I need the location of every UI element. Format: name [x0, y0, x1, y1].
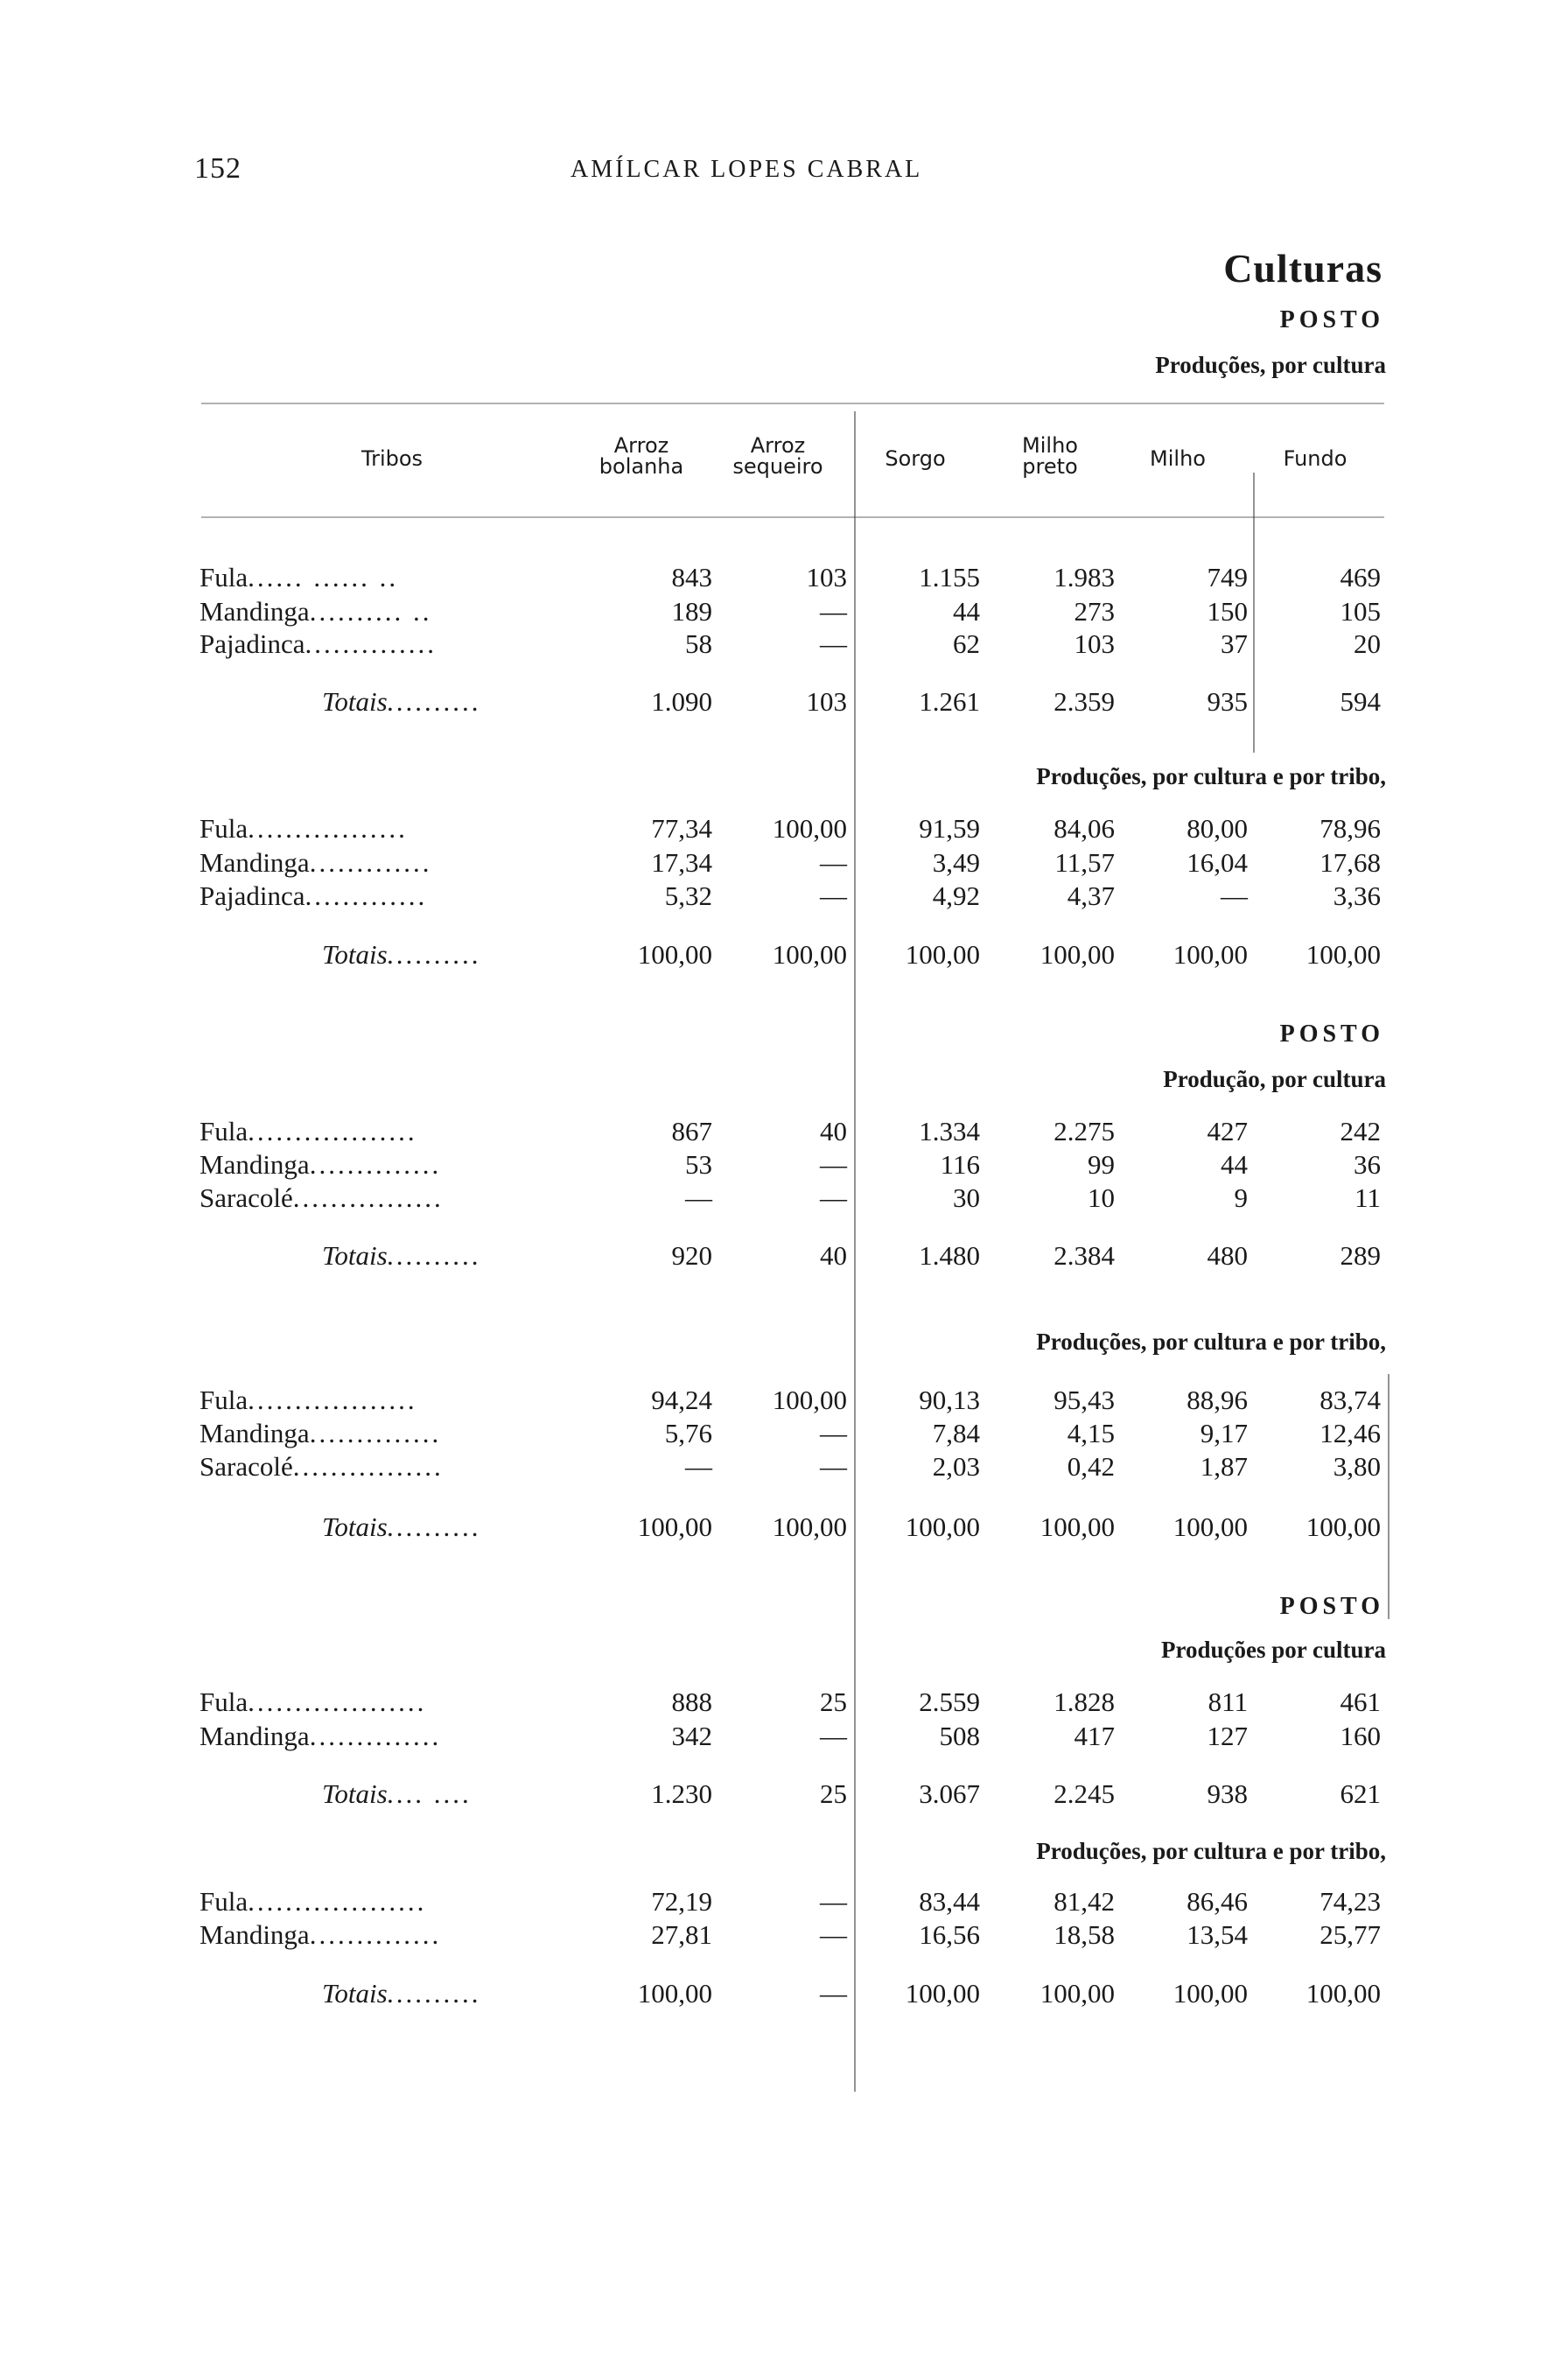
row-label: Fula..................	[200, 1385, 417, 1415]
section-subtitle-5: Produções por cultura	[1160, 1637, 1386, 1663]
col-header-arroz-sequeiro: Arroz sequeiro	[732, 433, 823, 479]
cell-milho-preto: 81,42	[1054, 1886, 1115, 1917]
table-title: Culturas	[1223, 246, 1382, 291]
cell-arroz-sequeiro: 100,00	[772, 939, 847, 970]
table-row-total	[0, 686, 1568, 719]
cell-milho: 100,00	[1172, 1978, 1248, 2009]
cell-arroz-bolanha: 94,24	[651, 1385, 712, 1415]
cell-sorgo: 508	[939, 1721, 980, 1751]
cell-milho: 9	[1234, 1182, 1248, 1213]
col-header-sorgo: Sorgo	[885, 446, 946, 471]
table-row	[0, 562, 1568, 595]
cell-fundo: 100,00	[1306, 939, 1381, 970]
cell-arroz-sequeiro: 40	[820, 1116, 847, 1146]
cell-milho: 9,17	[1200, 1418, 1248, 1448]
cell-fundo: 20	[1354, 628, 1381, 659]
cell-milho: 938	[1207, 1778, 1248, 1809]
row-label: Fula...................	[200, 1886, 427, 1917]
table-row	[0, 1116, 1568, 1149]
cell-sorgo: 90,13	[919, 1385, 980, 1415]
row-label: Totais..........	[322, 1240, 482, 1271]
row-label: Totais.... ....	[322, 1778, 472, 1809]
cell-arroz-bolanha: 189	[671, 596, 712, 627]
table-row	[0, 1886, 1568, 1919]
cell-milho-preto: 95,43	[1054, 1385, 1115, 1415]
row-label: Mandinga..............	[200, 1418, 442, 1448]
row-label: Fula..................	[200, 1116, 417, 1146]
cell-sorgo: 116	[940, 1149, 980, 1180]
cell-arroz-bolanha: 867	[671, 1116, 712, 1146]
cell-arroz-sequeiro: —	[820, 1721, 847, 1751]
cell-fundo: 74,23	[1320, 1886, 1381, 1917]
cell-milho-preto: 2.275	[1054, 1116, 1115, 1146]
cell-milho: 1,87	[1200, 1451, 1248, 1482]
cell-sorgo: 91,59	[919, 813, 980, 844]
cell-arroz-bolanha: 1.230	[651, 1778, 712, 1809]
table-row	[0, 813, 1568, 846]
cell-fundo: 12,46	[1320, 1418, 1381, 1448]
cell-milho-preto: 99	[1088, 1149, 1115, 1180]
cell-sorgo: 44	[953, 596, 980, 627]
cell-milho: 480	[1207, 1240, 1248, 1271]
cell-fundo: 242	[1340, 1116, 1381, 1146]
cell-fundo: 3,36	[1333, 880, 1381, 911]
cell-milho-preto: 10	[1088, 1182, 1115, 1213]
cell-fundo: 105	[1340, 596, 1381, 627]
cell-arroz-bolanha: 1.090	[651, 686, 712, 717]
cell-milho: 44	[1221, 1149, 1248, 1180]
cell-arroz-bolanha: 342	[671, 1721, 712, 1751]
cell-fundo: 100,00	[1306, 1511, 1381, 1542]
cell-arroz-bolanha: —	[685, 1451, 712, 1482]
row-label: Mandinga.......... ..	[200, 596, 432, 627]
cell-milho-preto: 4,15	[1067, 1418, 1115, 1448]
table-row	[0, 1418, 1568, 1451]
cell-milho: 88,96	[1186, 1385, 1248, 1415]
cell-milho: 37	[1221, 628, 1248, 659]
cell-sorgo: 7,84	[932, 1418, 980, 1448]
row-label: Saracolé................	[200, 1182, 444, 1213]
cell-milho-preto: 0,42	[1067, 1451, 1115, 1482]
col-header-milho-preto: Milho preto	[1022, 433, 1078, 479]
cell-sorgo: 16,56	[919, 1919, 980, 1950]
cell-milho-preto: 4,37	[1067, 880, 1115, 911]
table-row	[0, 1385, 1568, 1418]
cell-arroz-sequeiro: —	[820, 596, 847, 627]
cell-milho: 427	[1207, 1116, 1248, 1146]
cell-milho: 16,04	[1186, 847, 1248, 878]
cell-milho-preto: 2.359	[1054, 686, 1115, 717]
cell-milho: 150	[1207, 596, 1248, 627]
cell-milho-preto: 2.384	[1054, 1240, 1115, 1271]
cell-fundo: 100,00	[1306, 1978, 1381, 2009]
cell-arroz-bolanha: 5,76	[664, 1418, 712, 1448]
cell-fundo: 36	[1354, 1149, 1381, 1180]
cell-fundo: 621	[1340, 1778, 1381, 1809]
cell-arroz-sequeiro: 100,00	[772, 813, 847, 844]
cell-milho: 749	[1207, 562, 1248, 593]
table-row-total	[0, 1511, 1568, 1545]
cell-arroz-bolanha: 58	[685, 628, 712, 659]
cell-fundo: 594	[1340, 686, 1381, 717]
row-label: Totais..........	[322, 939, 482, 970]
table-row-total	[0, 939, 1568, 972]
table-row	[0, 1919, 1568, 1953]
cell-arroz-bolanha: 17,34	[651, 847, 712, 878]
cell-milho-preto: 100,00	[1040, 1978, 1115, 2009]
cell-sorgo: 83,44	[919, 1886, 980, 1917]
row-label: Pajadinca.............	[200, 880, 428, 911]
cell-arroz-sequeiro: 25	[820, 1686, 847, 1717]
cell-sorgo: 100,00	[905, 1511, 980, 1542]
row-label: Fula...... ...... ..	[200, 562, 399, 593]
cell-arroz-bolanha: 100,00	[637, 1978, 712, 2009]
cell-fundo: 17,68	[1320, 847, 1381, 878]
cell-arroz-sequeiro: 100,00	[772, 1385, 847, 1415]
cell-sorgo: 3.067	[919, 1778, 980, 1809]
row-label: Fula...................	[200, 1686, 427, 1717]
row-label: Saracolé................	[200, 1451, 444, 1482]
section-subtitle-2: Produções, por cultura e por tribo,	[1036, 763, 1386, 789]
cell-sorgo: 62	[953, 628, 980, 659]
cell-arroz-sequeiro: —	[820, 1418, 847, 1448]
col-header-milho: Milho	[1150, 446, 1206, 471]
cell-milho-preto: 273	[1074, 596, 1115, 627]
cell-sorgo: 100,00	[905, 939, 980, 970]
table-row	[0, 1149, 1568, 1182]
cell-arroz-sequeiro: 103	[806, 686, 847, 717]
cell-arroz-bolanha: 53	[685, 1149, 712, 1180]
cell-milho: 935	[1207, 686, 1248, 717]
cell-milho: 127	[1207, 1721, 1248, 1751]
cell-arroz-bolanha: 27,81	[651, 1919, 712, 1950]
cell-arroz-sequeiro: —	[820, 1978, 847, 2009]
cell-milho-preto: 100,00	[1040, 939, 1115, 970]
cell-sorgo: 1.334	[919, 1116, 980, 1146]
cell-milho: 13,54	[1186, 1919, 1248, 1950]
posto-label-1: POSTO	[1279, 306, 1384, 333]
section-subtitle-4: Produções, por cultura e por tribo,	[1036, 1329, 1386, 1355]
table-row	[0, 1721, 1568, 1754]
cell-milho: 811	[1208, 1686, 1248, 1717]
cell-sorgo: 1.155	[919, 562, 980, 593]
cell-arroz-sequeiro: 103	[806, 562, 847, 593]
cell-arroz-bolanha: 72,19	[651, 1886, 712, 1917]
cell-arroz-bolanha: 5,32	[664, 880, 712, 911]
cell-arroz-bolanha: 77,34	[651, 813, 712, 844]
cell-arroz-sequeiro: 100,00	[772, 1511, 847, 1542]
col-header-fundo: Fundo	[1283, 446, 1348, 471]
cell-arroz-sequeiro: 25	[820, 1778, 847, 1809]
page-number: 152	[194, 152, 242, 185]
cell-arroz-bolanha: 843	[671, 562, 712, 593]
running-head: AMÍLCAR LOPES CABRAL	[570, 156, 923, 183]
cell-milho: 100,00	[1172, 1511, 1248, 1542]
cell-fundo: 83,74	[1320, 1385, 1381, 1415]
cell-arroz-sequeiro: —	[820, 880, 847, 911]
table-row	[0, 628, 1568, 662]
cell-fundo: 469	[1340, 562, 1381, 593]
cell-arroz-bolanha: 100,00	[637, 1511, 712, 1542]
cell-arroz-sequeiro: —	[820, 1149, 847, 1180]
cell-arroz-sequeiro: —	[820, 1919, 847, 1950]
cell-arroz-bolanha: 100,00	[637, 939, 712, 970]
row-label: Mandinga..............	[200, 1149, 442, 1180]
cell-milho: 86,46	[1186, 1886, 1248, 1917]
cell-milho-preto: 103	[1074, 628, 1115, 659]
cell-milho-preto: 18,58	[1054, 1919, 1115, 1950]
cell-sorgo: 2.559	[919, 1686, 980, 1717]
row-label: Mandinga.............	[200, 847, 432, 878]
cell-sorgo: 2,03	[932, 1451, 980, 1482]
cell-fundo: 11	[1354, 1182, 1381, 1213]
cell-milho: 100,00	[1172, 939, 1248, 970]
posto-label-3: POSTO	[1279, 1593, 1384, 1620]
cell-arroz-bolanha: 888	[671, 1686, 712, 1717]
cell-arroz-bolanha: —	[685, 1182, 712, 1213]
table-row	[0, 596, 1568, 629]
cell-arroz-sequeiro: —	[820, 1451, 847, 1482]
table-row	[0, 1451, 1568, 1484]
row-label: Totais..........	[322, 1978, 482, 2009]
cell-milho-preto: 84,06	[1054, 813, 1115, 844]
col-header-arroz-bolanha: Arroz bolanha	[598, 433, 684, 479]
table-row	[0, 1686, 1568, 1720]
table-row-total	[0, 1778, 1568, 1812]
cell-milho-preto: 417	[1074, 1721, 1115, 1751]
section-subtitle-1: Produções, por cultura	[1155, 352, 1386, 378]
cell-sorgo: 4,92	[932, 880, 980, 911]
row-label: Totais..........	[322, 686, 482, 717]
cell-sorgo: 3,49	[932, 847, 980, 878]
cell-milho-preto: 2.245	[1054, 1778, 1115, 1809]
cell-arroz-sequeiro: —	[820, 847, 847, 878]
table-row	[0, 880, 1568, 914]
table-row-total	[0, 1978, 1568, 2011]
cell-sorgo: 30	[953, 1182, 980, 1213]
row-label: Mandinga..............	[200, 1919, 442, 1950]
row-label: Pajadinca..............	[200, 628, 438, 659]
cell-arroz-sequeiro: 40	[820, 1240, 847, 1271]
section-subtitle-6: Produções, por cultura e por tribo,	[1036, 1838, 1386, 1864]
cell-milho-preto: 100,00	[1040, 1511, 1115, 1542]
section-subtitle-3: Produção, por cultura	[1163, 1066, 1386, 1092]
posto-label-2: POSTO	[1279, 1020, 1384, 1048]
row-label: Fula.................	[200, 813, 408, 844]
cell-fundo: 3,80	[1333, 1451, 1381, 1482]
col-header-tribos: Tribos	[360, 446, 424, 471]
table-row	[0, 847, 1568, 880]
cell-sorgo: 1.261	[919, 686, 980, 717]
cell-arroz-bolanha: 920	[671, 1240, 712, 1271]
cell-fundo: 25,77	[1320, 1919, 1381, 1950]
cell-fundo: 289	[1340, 1240, 1381, 1271]
cell-fundo: 78,96	[1320, 813, 1381, 844]
row-label: Mandinga..............	[200, 1721, 442, 1751]
cell-arroz-sequeiro: —	[820, 1886, 847, 1917]
table-row-total	[0, 1240, 1568, 1273]
cell-sorgo: 1.480	[919, 1240, 980, 1271]
cell-arroz-sequeiro: —	[820, 628, 847, 659]
row-label: Totais..........	[322, 1511, 482, 1542]
cell-milho-preto: 11,57	[1054, 847, 1115, 878]
table-row	[0, 1182, 1568, 1216]
cell-milho-preto: 1.828	[1054, 1686, 1115, 1717]
cell-milho: —	[1221, 880, 1248, 911]
cell-fundo: 461	[1340, 1686, 1381, 1717]
cell-milho: 80,00	[1186, 813, 1248, 844]
cell-milho-preto: 1.983	[1054, 562, 1115, 593]
cell-arroz-sequeiro: —	[820, 1182, 847, 1213]
cell-sorgo: 100,00	[905, 1978, 980, 2009]
cell-fundo: 160	[1340, 1721, 1381, 1751]
